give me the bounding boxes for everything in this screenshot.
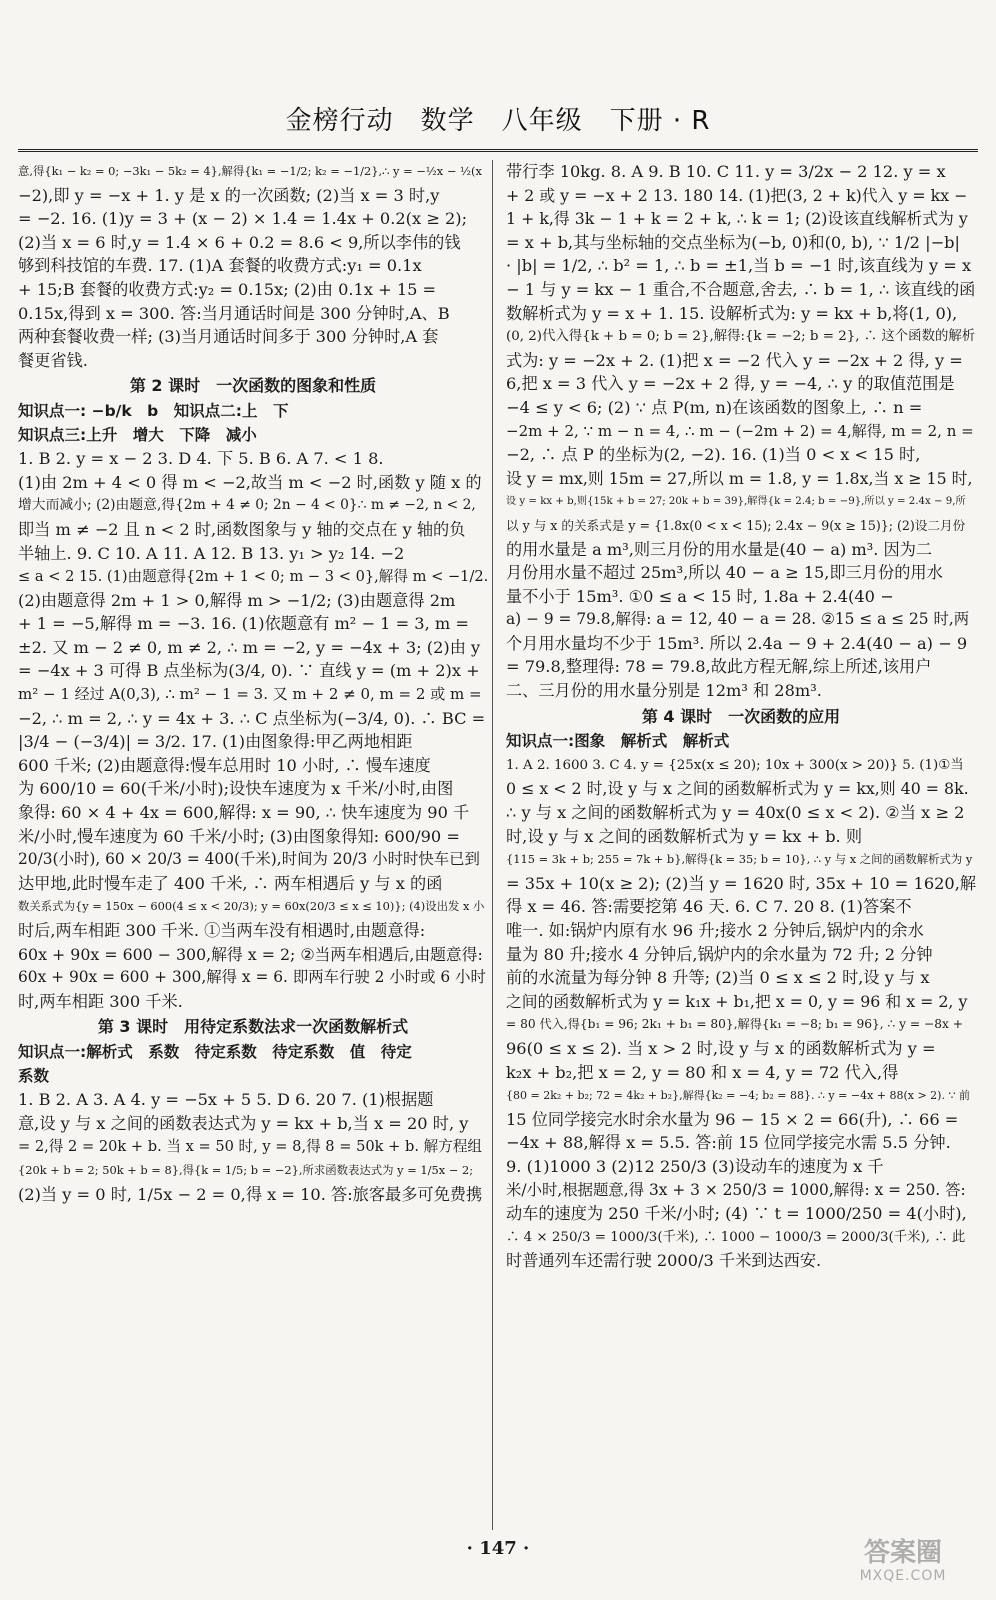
answer-line: (2)当 y = 0 时, 1/5x − 2 = 0,得 x = 10. 答:旅客最多可免费携 (18, 1184, 483, 1204)
answer-line: 时普通列车还需行驶 2000/3 千米到达西安. (506, 1251, 822, 1271)
answer-line: 意,设 y 与 x 之间的函数表达式为 y = kx + b,当 x = 20 时, y (18, 1113, 469, 1133)
answer-line: 象得: 60 × 4 + 4x = 600,解得: x = 90, ∴ 快车速度为 90 千 (18, 803, 470, 823)
answer-line: · |b| = 1/2, ∴ b² = 1, ∴ b = ±1,当 b = −1 时,该直线为 y = x (506, 256, 972, 276)
answer-line: + 1 = −5,解得 m = −3. 16. (1)依题意有 m² − 1 = 3, m = (18, 614, 469, 634)
answer-line: = 35x + 10(x ≥ 2); (2)当 y = 1620 时, 35x + 10 = 1620,解 (506, 873, 976, 893)
answer-line: {80 = 2k₂ + b₂; 72 = 4k₂ + b₂},解得{k₂ = −4; b₂ = 88}. ∴ y = −4x + 88(x > 2). ∵ 前 (506, 1089, 970, 1103)
answer-line: m² − 1 经过 A(0,3), ∴ m² − 1 = 3. 又 m + 2 ≠ 0, m = 2 或 m = (18, 685, 482, 704)
answer-line: k₂x + b₂,把 x = 2, y = 80 和 x = 4, y = 72 代入,得 (506, 1062, 899, 1082)
answer-line: ∴ 4 × 250/3 = 1000/3(千米), ∴ 1000 − 1000/3 = 2000/3(千米), ∴ 此 (506, 1229, 966, 1245)
answer-line: ∴ y 与 x 之间的函数解析式为 y = 40x(0 ≤ x < 2). ②当 x ≥ 2 (506, 803, 965, 823)
page-number: · 147 · (466, 1538, 530, 1559)
answer-line: 时,设 y 与 x 之间的函数解析式为 y = kx + b. 则 (506, 826, 863, 846)
watermark-logo (828, 1538, 978, 1592)
answer-line: 600 千米; (2)由题意得:慢车总用时 10 小时, ∴ 慢车速度 (18, 755, 431, 775)
answer-line: 数关系式为{y = 150x − 600(4 ≤ x < 20/3); y = 60x(20/3 ≤ x ≤ 10)}; (4)设出发 x 小 (18, 899, 485, 914)
watermark-url: MXQE.COM (859, 1568, 947, 1584)
answer-line: + 15;B 套餐的收费方式:y₂ = 0.15x; (2)由 0.1x + 15 = (18, 279, 437, 299)
answer-line: −2),即 y = −x + 1. y 是 x 的一次函数; (2)当 x = 3 时,y (18, 185, 440, 205)
answer-line: 量为 80 升;接水 4 分钟后,锅炉内的余水量为 72 升; 2 分钟 (506, 944, 933, 964)
answer-line: 半轴上. 9. C 10. A 11. A 12. B 13. y₁ > y₂ 14. −2 (18, 543, 405, 563)
right-column (506, 160, 976, 1273)
answer-line: 设 y = mx,则 15m = 27,所以 m = 1.8, y = 1.8x,当 x ≥ 15 时, (506, 468, 973, 488)
answer-line: 0.15x,得到 x = 300. 答:当月通话时间是 300 分钟时,A、B (18, 303, 450, 323)
answer-line: (2)由题意得 2m + 1 > 0,解得 m > −1/2; (3)由题意得 2m (18, 590, 456, 610)
answer-line: 两种套餐收费一样; (3)当月通话时间多于 300 分钟时,A 套 (18, 327, 439, 347)
answer-line: = −2. 16. (1)y = 3 + (x − 2) × 1.4 = 1.4x + 0.2(x ≥ 2); (18, 209, 468, 229)
answer-line: 米/小时,根据题意,得 3x + 3 × 250/3 = 1000,解得: x = 250. 答: (506, 1180, 966, 1199)
left-column (18, 160, 488, 1206)
answer-line: = 80 代入,得{b₁ = 96; 2k₁ + b₁ = 80},解得{k₁ = −8; b₁ = 96}, ∴ y = −8x + (506, 1017, 963, 1032)
answer-line: (1)由 2m + 4 < 0 得 m < −2,故当 m < −2 时,函数 y 随 x 的 (18, 472, 482, 492)
answer-line: 96(0 ≤ x ≤ 2). 当 x > 2 时,设 y 与 x 的函数解析式为 y = (506, 1038, 936, 1058)
answer-line: 设 y = kx + b,则{15k + b = 27; 20k + b = 39},解得{k = 2.4; b = −9},所以 y = 2.4x − 9,所 (506, 496, 966, 508)
answer-line: {115 = 3k + b; 255 = 7k + b},解得{k = 35; b = 10}, ∴ y 与 x 之间的函数解析式为 y (506, 852, 973, 867)
answer-line: 时后,两车相距 300 千米. ①当两车没有相遇时,由题意得: (18, 921, 426, 940)
section-title-lesson-4: 第 4 课时 一次函数的应用 (641, 706, 841, 726)
answer-line: 为 600/10 = 60(千米/小时);设快车速度为 x 千米/小时,由图 (18, 779, 454, 799)
answer-line: {20k + b = 2; 50k + b = 8},得{k = 1/5; b = −2},所求函数表达式为 y = 1/5x − 2; (18, 1162, 474, 1177)
answer-line: 餐更省钱. (18, 350, 88, 370)
answer-line: 得 x = 46. 答:需要挖第 46 天. 6. C 7. 20 8. (1)答案不 (506, 897, 912, 917)
section-title-lesson-2: 第 2 课时 一次函数的图象和性质 (129, 376, 377, 396)
answer-line: 15 位同学接完水时余水量为 96 − 15 × 2 = 66(升), ∴ 66 = (506, 1109, 959, 1129)
answer-line: + 2 或 y = −x + 2 13. 180 14. (1)把(3, 2 + k)代入 y = kx − (506, 185, 968, 205)
answer-line: −4 ≤ y < 6; (2) ∵ 点 P(m, n)在该函数的图象上, ∴ n = (506, 397, 923, 417)
knowledge-point-line: 知识点三:上升 增大 下降 减小 (18, 425, 257, 444)
book-title: 金榜行动 数学 八年级 下册 · R (285, 106, 711, 136)
answer-line: 带行李 10kg. 8. A 9. B 10. C 11. y = 3/2x − 2 12. y = x (506, 162, 946, 181)
knowledge-point-line: 知识点一:图象 解析式 解析式 (506, 732, 730, 751)
answer-line: 9. (1)1000 3 (2)12 250/3 (3)设动车的速度为 x 千 (506, 1156, 884, 1176)
answer-line: −2m + 2, ∵ m − n = 4, ∴ m − (−2m + 2) = 4,解得, m = 2, n = (506, 421, 974, 440)
answer-line: 达甲地,此时慢车走了 400 千米, ∴ 两车相遇后 y 与 x 的函 (18, 873, 443, 893)
answer-line: 动车的速度为 250 千米/小时; (4) ∵ t = 1000/250 = 4(小时), (506, 1204, 967, 1224)
watermark-logo-text: 答案圈 (863, 1538, 942, 1568)
knowledge-point-line: 知识点一: −b/k b 知识点二:上 下 (18, 401, 289, 420)
answer-line: |3/4 − (−3/4)| = 3/2. 17. (1)由图象得:甲乙两地相距 (18, 732, 413, 752)
answer-line: 0 ≤ x < 2 时,设 y 与 x 之间的函数解析式为 y = kx,则 40 = 8k. (506, 779, 969, 799)
answer-line: 时,两车相距 300 千米. (18, 991, 183, 1011)
answer-line: = 2,得 2 = 20k + b. 当 x = 50 时, y = 8,得 8 = 50k + b. 解方程组 (18, 1138, 483, 1156)
answer-line: (2)当 x = 6 时,y = 1.4 × 6 + 0.2 = 8.6 < 9,所以李伟的钱 (18, 232, 461, 252)
section-title-lesson-3: 第 3 课时 用待定系数法求一次函数解析式 (97, 1017, 409, 1037)
answer-line: 60x + 90x = 600 + 300,解得 x = 6. 即两车行驶 2 小时或 6 小时 (18, 968, 486, 987)
answer-line: 个月用水量均不少于 15m³. 所以 2.4a − 9 + 2.4(40 − a) − 9 (506, 633, 968, 653)
answer-line: = −4x + 3 可得 B 点坐标为(3/4, 0). ∵ 直线 y = (m + 2)x + (18, 661, 480, 681)
answer-line: 1. A 2. 1600 3. C 4. y = {25x(x ≤ 20); 10x + 300(x > 20)} 5. (1)①当 (506, 757, 964, 773)
answer-line: 6,把 x = 3 代入 y = −2x + 2 得, y = −4, ∴ y 的取值范围是 (506, 374, 955, 394)
answer-line: −2, ∴ 点 P 的坐标为(2, −2). 16. (1)当 0 < x < 15 时, (506, 445, 921, 465)
answer-line: 即当 m ≠ −2 且 n < 2 时,函数图象与 y 轴的交点在 y 轴的负 (18, 519, 466, 539)
answer-line: −2, ∴ m = 2, ∴ y = 4x + 3. ∴ C 点坐标为(−3/4, 0). ∴ BC = (18, 708, 486, 728)
header-double-rule (18, 149, 978, 152)
knowledge-point-line: 系数 (18, 1066, 50, 1085)
answer-line: = 79.8,整理得: 78 = 79.8,故此方程无解,综上所述,该用户 (506, 657, 932, 677)
answer-line: 数解析式为 y = x + 1. 15. 设解析式为: y = kx + b,将(1, 0), (506, 303, 958, 323)
answer-line: 以 y 与 x 的关系式是 y = {1.8x(0 < x < 15); 2.4x − 9(x ≥ 15)}; (2)设二月份 (506, 517, 966, 533)
answer-line: −4x + 88,解得 x = 5.5. 答:前 15 位同学接完水需 5.5 分钟. (506, 1133, 951, 1153)
answer-line: 米/小时,慢车速度为 60 千米/小时; (3)由图象得知: 600/90 = (18, 826, 460, 846)
answer-line: (0, 2)代入得{k + b = 0; b = 2},解得:{k = −2; b = 2}, ∴ 这个函数的解析 (506, 329, 976, 345)
answer-line: = x + b,其与坐标轴的交点坐标为(−b, 0)和(0, b), ∵ 1/2 |−b| (506, 232, 960, 252)
answer-line: 式为: y = −2x + 2. (1)把 x = −2 代入 y = −2x + 2 得, y = (506, 350, 963, 370)
answer-line: − 1 与 y = kx − 1 重合,不合题意,舍去, ∴ b = 1, ∴ 该直线的函 (506, 279, 976, 299)
answer-line: 1. B 2. y = x − 2 3. D 4. 下 5. B 6. A 7. < 1 8. (18, 449, 384, 469)
answer-line: 够到科技馆的车费. 17. (1)A 套餐的收费方式:y₁ = 0.1x (18, 256, 422, 276)
answer-line: 的用水量是 a m³,则三月份的用水量是(40 − a) m³. 因为二 (506, 539, 933, 559)
answer-line: 唯一. 如:锅炉内原有水 96 升;接水 2 分钟后,锅炉内的余水 (506, 921, 924, 940)
page-header (0, 92, 996, 152)
answer-line: 前的水流量为每分钟 8 升等; (2)当 0 ≤ x ≤ 2 时,设 y 与 x (506, 968, 930, 988)
answer-line: 1. B 2. A 3. A 4. y = −5x + 5 5. D 6. 20 7. (1)根据题 (18, 1090, 434, 1110)
answer-line: 60x + 90x = 600 − 300,解得 x = 2; ②当两车相遇后,由题意得: (18, 944, 483, 964)
answer-line: ±2. 又 m − 2 ≠ 0, m ≠ 2, ∴ m = −2, y = −4x + 3; (2)由 y (18, 637, 481, 657)
answer-line: 月份用水量不超过 25m³,所以 40 − a ≥ 15,即三月份的用水 (506, 563, 943, 583)
column-divider (492, 160, 493, 1530)
answer-line: 之间的函数解析式为 y = k₁x + b₁,把 x = 0, y = 96 和 x = 2, y (506, 991, 968, 1011)
answer-line: a) − 9 = 79.8,解得: a = 12, 40 − a = 28. ②15 ≤ a ≤ 25 时,两 (506, 610, 970, 629)
answer-line: 二、三月份的用水量分别是 12m³ 和 28m³. (506, 681, 822, 701)
answer-line: 量不小于 15m³. ①0 ≤ a < 15 时, 1.8a + 2.4(40 − (506, 586, 894, 606)
answer-line: 20/3(小时), 60 × 20/3 = 400(千米),时间为 20/3 小时时快车已到 (18, 850, 480, 869)
answer-line: ≤ a < 2 15. (1)由题意得{2m + 1 < 0; m − 3 < 0},解得 m < −1/2. (18, 568, 488, 586)
knowledge-point-line: 知识点一:解析式 系数 待定系数 待定系数 值 待定 (18, 1042, 412, 1061)
answer-line: 1 + k,得 3k − 1 + k = 2 + k, ∴ k = 1; (2)设该直线解析式为 y (506, 209, 968, 229)
answer-line: 意,得{k₁ − k₂ = 0; −3k₁ − 5k₂ = 4},解得{k₁ = −1/2; k₂ = −1/2},∴ y = −½x − ½(x (18, 164, 482, 178)
answer-line: 增大而减小; (2)由题意,得{2m + 4 ≠ 0; 2n − 4 < 0}∴ m ≠ −2, n < 2, (18, 497, 476, 514)
